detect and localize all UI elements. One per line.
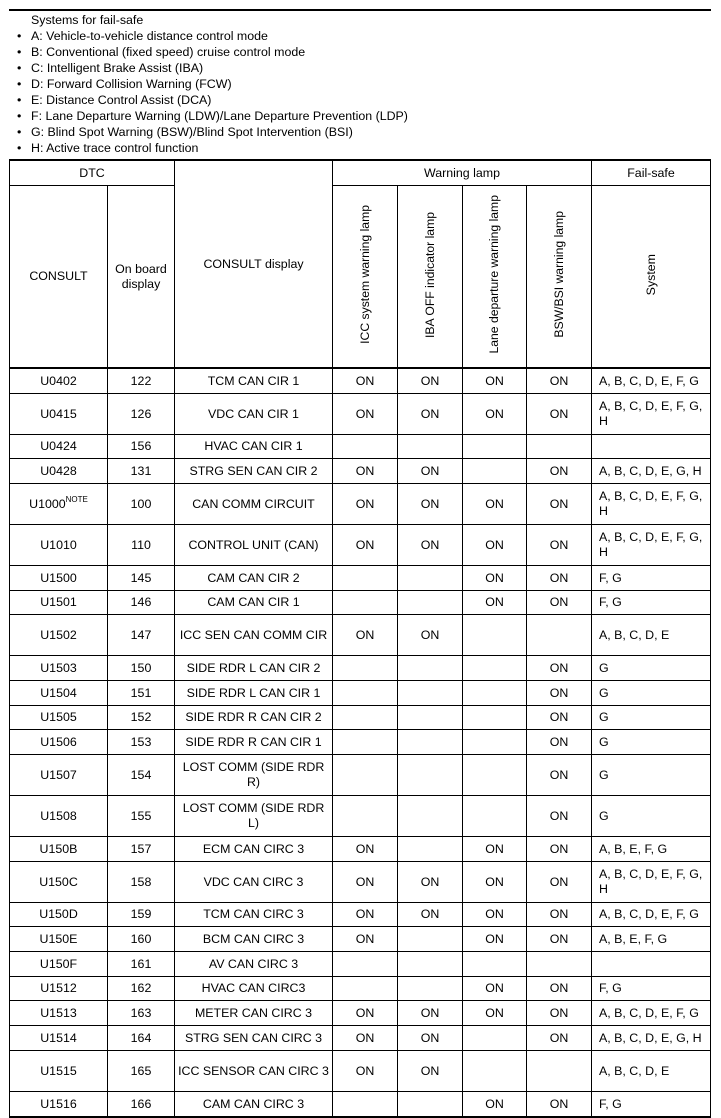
table-row	[10, 368, 711, 394]
bsw-lamp-cell: ON	[527, 977, 592, 1001]
lane-lamp-cell: ON	[463, 525, 527, 566]
fail-safe-system-cell: G	[592, 706, 711, 730]
dtc-code-cell: U1513	[10, 1001, 108, 1026]
fail-safe-system-cell: G	[592, 755, 711, 796]
table-row	[10, 435, 711, 459]
header-bsw-label: BSW/BSI warning lamp	[551, 211, 566, 338]
bsw-lamp-cell: ON	[527, 730, 592, 755]
table-row	[10, 927, 711, 952]
systems-heading: Systems for fail-safe	[31, 13, 144, 27]
iba-lamp-cell	[398, 566, 463, 591]
bsw-lamp-cell: ON	[527, 927, 592, 952]
table-row	[10, 1051, 711, 1092]
icc-lamp-cell	[333, 796, 398, 837]
systems-list	[17, 12, 408, 156]
dtc-code-cell: U1505	[10, 706, 108, 730]
header-row-1	[10, 160, 711, 186]
table-row	[10, 862, 711, 903]
system-item: • A: Vehicle-to-vehicle distance control mode	[17, 28, 408, 44]
table-row	[10, 591, 711, 615]
fail-safe-system-cell: A, B, C, D, E, F, G	[592, 368, 711, 394]
icc-lamp-cell	[333, 681, 398, 706]
icc-lamp-cell	[333, 656, 398, 681]
dtc-table	[9, 159, 711, 1118]
lane-lamp-cell	[463, 952, 527, 977]
onboard-cell: 151	[108, 681, 175, 706]
dtc-code-cell: U1500	[10, 566, 108, 591]
dtc-code-cell: U1504	[10, 681, 108, 706]
lane-lamp-cell: ON	[463, 1092, 527, 1118]
top-rule	[9, 9, 711, 11]
system-item: • E: Distance Control Assist (DCA)	[17, 92, 408, 108]
header-system	[592, 186, 711, 369]
iba-lamp-cell	[398, 681, 463, 706]
dtc-code-cell: U1010	[10, 525, 108, 566]
fail-safe-system-cell: A, B, C, D, E, F, G, H	[592, 862, 711, 903]
iba-lamp-cell: ON	[398, 903, 463, 927]
icc-lamp-cell: ON	[333, 927, 398, 952]
dtc-code-cell: U1514	[10, 1026, 108, 1051]
system-item: • B: Conventional (fixed speed) cruise control mode	[17, 44, 408, 60]
consult-display-cell: STRG SEN CAN CIR 2	[175, 459, 333, 484]
system-item: • F: Lane Departure Warning (LDW)/Lane Departure Prevention (LDP)	[17, 108, 408, 124]
onboard-cell: 147	[108, 615, 175, 656]
dtc-code-cell: U150E	[10, 927, 108, 952]
onboard-cell: 145	[108, 566, 175, 591]
table-row	[10, 706, 711, 730]
icc-lamp-cell	[333, 755, 398, 796]
table-row	[10, 796, 711, 837]
iba-lamp-cell	[398, 952, 463, 977]
onboard-cell: 110	[108, 525, 175, 566]
dtc-code-cell: U1515	[10, 1051, 108, 1092]
lane-lamp-cell: ON	[463, 1001, 527, 1026]
iba-lamp-cell	[398, 837, 463, 862]
lane-lamp-cell	[463, 1051, 527, 1092]
icc-lamp-cell: ON	[333, 525, 398, 566]
onboard-cell: 153	[108, 730, 175, 755]
dtc-code-cell: U0402	[10, 368, 108, 394]
fail-safe-system-cell: A, B, C, D, E, F, G, H	[592, 394, 711, 435]
onboard-cell: 161	[108, 952, 175, 977]
lane-lamp-cell: ON	[463, 927, 527, 952]
icc-lamp-cell: ON	[333, 368, 398, 394]
consult-display-cell: AV CAN CIRC 3	[175, 952, 333, 977]
dtc-code-cell: U1502	[10, 615, 108, 656]
lane-lamp-cell	[463, 681, 527, 706]
iba-lamp-cell	[398, 730, 463, 755]
fail-safe-system-cell: A, B, C, D, E, G, H	[592, 1026, 711, 1051]
table-row	[10, 681, 711, 706]
icc-lamp-cell: ON	[333, 903, 398, 927]
lane-lamp-cell	[463, 656, 527, 681]
header-icc	[333, 186, 398, 369]
table-row	[10, 394, 711, 435]
iba-lamp-cell	[398, 796, 463, 837]
onboard-cell: 122	[108, 368, 175, 394]
bsw-lamp-cell	[527, 1051, 592, 1092]
dtc-code-cell: U0424	[10, 435, 108, 459]
bsw-lamp-cell: ON	[527, 1001, 592, 1026]
fail-safe-system-cell: G	[592, 681, 711, 706]
lane-lamp-cell	[463, 730, 527, 755]
header-lane-label: Lane departure warning lamp	[487, 195, 501, 354]
icc-lamp-cell	[333, 566, 398, 591]
icc-lamp-cell: ON	[333, 1001, 398, 1026]
table-row	[10, 1092, 711, 1118]
iba-lamp-cell: ON	[398, 1051, 463, 1092]
bsw-lamp-cell: ON	[527, 755, 592, 796]
onboard-cell: 155	[108, 796, 175, 837]
fail-safe-system-cell: A, B, C, D, E, F, G	[592, 903, 711, 927]
table-row	[10, 977, 711, 1001]
iba-lamp-cell	[398, 927, 463, 952]
system-item: • G: Blind Spot Warning (BSW)/Blind Spot Intervention (BSI)	[17, 124, 408, 140]
fail-safe-system-cell: A, B, E, F, G	[592, 927, 711, 952]
lane-lamp-cell: ON	[463, 862, 527, 903]
header-bsw	[527, 186, 592, 369]
fail-safe-system-cell: A, B, C, D, E	[592, 1051, 711, 1092]
bsw-lamp-cell: ON	[527, 368, 592, 394]
dtc-code-cell: U150F	[10, 952, 108, 977]
iba-lamp-cell: ON	[398, 368, 463, 394]
bsw-lamp-cell: ON	[527, 706, 592, 730]
iba-lamp-cell: ON	[398, 484, 463, 525]
icc-lamp-cell: ON	[333, 484, 398, 525]
lane-lamp-cell	[463, 706, 527, 730]
fail-safe-system-cell: A, B, C, D, E	[592, 615, 711, 656]
dtc-code-cell: U1512	[10, 977, 108, 1001]
consult-display-cell: LOST COMM (SIDE RDR R)	[175, 755, 333, 796]
bsw-lamp-cell: ON	[527, 394, 592, 435]
icc-lamp-cell	[333, 977, 398, 1001]
consult-display-cell: BCM CAN CIRC 3	[175, 927, 333, 952]
consult-display-cell: CAM CAN CIRC 3	[175, 1092, 333, 1118]
consult-display-cell: CAM CAN CIR 2	[175, 566, 333, 591]
fail-safe-system-cell: A, B, C, D, E, F, G	[592, 1001, 711, 1026]
lane-lamp-cell: ON	[463, 977, 527, 1001]
fail-safe-system-cell: G	[592, 656, 711, 681]
onboard-cell: 100	[108, 484, 175, 525]
iba-lamp-cell: ON	[398, 394, 463, 435]
iba-lamp-cell	[398, 977, 463, 1001]
onboard-cell: 131	[108, 459, 175, 484]
onboard-cell: 159	[108, 903, 175, 927]
consult-display-cell: CAN COMM CIRCUIT	[175, 484, 333, 525]
onboard-cell: 160	[108, 927, 175, 952]
table-row	[10, 1001, 711, 1026]
iba-lamp-cell	[398, 656, 463, 681]
bsw-lamp-cell: ON	[527, 484, 592, 525]
fail-safe-system-cell: A, B, C, D, E, F, G, H	[592, 525, 711, 566]
iba-lamp-cell	[398, 591, 463, 615]
bsw-lamp-cell	[527, 435, 592, 459]
icc-lamp-cell	[333, 1092, 398, 1118]
lane-lamp-cell: ON	[463, 903, 527, 927]
table-row	[10, 1026, 711, 1051]
bsw-lamp-cell: ON	[527, 862, 592, 903]
table-row	[10, 484, 711, 525]
fail-safe-system-cell: F, G	[592, 1092, 711, 1118]
fail-safe-system-cell: G	[592, 730, 711, 755]
header-onboard	[108, 186, 175, 369]
consult-display-cell: CAM CAN CIR 1	[175, 591, 333, 615]
icc-lamp-cell	[333, 730, 398, 755]
consult-display-cell: ICC SENSOR CAN CIRC 3	[175, 1051, 333, 1092]
bsw-lamp-cell	[527, 952, 592, 977]
onboard-cell: 165	[108, 1051, 175, 1092]
iba-lamp-cell	[398, 706, 463, 730]
dtc-code-cell: U1507	[10, 755, 108, 796]
onboard-cell: 157	[108, 837, 175, 862]
dtc-code-cell: U0415	[10, 394, 108, 435]
lane-lamp-cell	[463, 796, 527, 837]
table-row	[10, 952, 711, 977]
fail-safe-system-cell: F, G	[592, 977, 711, 1001]
dtc-code-cell: U1508	[10, 796, 108, 837]
consult-display-cell: TCM CAN CIRC 3	[175, 903, 333, 927]
bsw-lamp-cell: ON	[527, 681, 592, 706]
onboard-cell: 163	[108, 1001, 175, 1026]
iba-lamp-cell: ON	[398, 525, 463, 566]
onboard-cell: 152	[108, 706, 175, 730]
consult-display-cell: LOST COMM (SIDE RDR L)	[175, 796, 333, 837]
system-item: • D: Forward Collision Warning (FCW)	[17, 76, 408, 92]
bsw-lamp-cell: ON	[527, 1026, 592, 1051]
dtc-code-cell: U150C	[10, 862, 108, 903]
onboard-cell: 158	[108, 862, 175, 903]
bsw-lamp-cell: ON	[527, 525, 592, 566]
bsw-lamp-cell: ON	[527, 1092, 592, 1118]
consult-display-cell: ECM CAN CIRC 3	[175, 837, 333, 862]
iba-lamp-cell	[398, 1092, 463, 1118]
fail-safe-system-cell	[592, 952, 711, 977]
header-system-label: System	[643, 253, 658, 296]
lane-lamp-cell: ON	[463, 591, 527, 615]
lane-lamp-cell: ON	[463, 368, 527, 394]
onboard-cell: 156	[108, 435, 175, 459]
consult-display-cell: HVAC CAN CIRC3	[175, 977, 333, 1001]
lane-lamp-cell: ON	[463, 837, 527, 862]
dtc-code-cell: U1503	[10, 656, 108, 681]
bsw-lamp-cell: ON	[527, 566, 592, 591]
table-row	[10, 566, 711, 591]
header-warning-lamp: Warning lamp	[333, 160, 592, 186]
header-iba-label: IBA OFF indicator lamp	[422, 211, 437, 338]
iba-lamp-cell: ON	[398, 459, 463, 484]
bsw-lamp-cell: ON	[527, 656, 592, 681]
onboard-cell: 154	[108, 755, 175, 796]
icc-lamp-cell: ON	[333, 459, 398, 484]
iba-lamp-cell	[398, 755, 463, 796]
bsw-lamp-cell: ON	[527, 837, 592, 862]
icc-lamp-cell: ON	[333, 1026, 398, 1051]
iba-lamp-cell: ON	[398, 862, 463, 903]
onboard-cell: 150	[108, 656, 175, 681]
lane-lamp-cell	[463, 755, 527, 796]
icc-lamp-cell	[333, 435, 398, 459]
dtc-code-cell: U150B	[10, 837, 108, 862]
dtc-code-cell: U1516	[10, 1092, 108, 1118]
lane-lamp-cell: ON	[463, 484, 527, 525]
header-consult: CONSULT	[10, 186, 108, 369]
table-row	[10, 730, 711, 755]
lane-lamp-cell	[463, 1026, 527, 1051]
header-row-2	[10, 186, 711, 369]
table-row	[10, 525, 711, 566]
consult-display-cell: SIDE RDR L CAN CIR 1	[175, 681, 333, 706]
dtc-code-cell: $U1000^{NOTE}$	[10, 484, 108, 525]
header-fail-safe: Fail-safe	[592, 160, 711, 186]
icc-lamp-cell: ON	[333, 394, 398, 435]
lane-lamp-cell	[463, 615, 527, 656]
fail-safe-system-cell: G	[592, 796, 711, 837]
fail-safe-system-cell: F, G	[592, 591, 711, 615]
consult-display-cell: SIDE RDR L CAN CIR 2	[175, 656, 333, 681]
dtc-code-cell: U1506	[10, 730, 108, 755]
lane-lamp-cell	[463, 435, 527, 459]
lane-lamp-cell	[463, 459, 527, 484]
consult-display-cell: SIDE RDR R CAN CIR 2	[175, 706, 333, 730]
header-icc-label: ICC system warning lamp	[357, 205, 372, 344]
table-row	[10, 837, 711, 862]
bsw-lamp-cell: ON	[527, 796, 592, 837]
header-iba	[398, 186, 463, 369]
onboard-cell: 166	[108, 1092, 175, 1118]
iba-lamp-cell: ON	[398, 1001, 463, 1026]
dtc-code-cell: U0428	[10, 459, 108, 484]
bsw-lamp-cell	[527, 615, 592, 656]
consult-display-cell: STRG SEN CAN CIRC 3	[175, 1026, 333, 1051]
icc-lamp-cell: ON	[333, 615, 398, 656]
consult-display-cell: VDC CAN CIRC 3	[175, 862, 333, 903]
dtc-code-cell: U150D	[10, 903, 108, 927]
onboard-cell: 162	[108, 977, 175, 1001]
header-lane	[463, 186, 527, 369]
table-row	[10, 903, 711, 927]
onboard-cell: 146	[108, 591, 175, 615]
fail-safe-system-cell: F, G	[592, 566, 711, 591]
bsw-lamp-cell: ON	[527, 591, 592, 615]
table-row	[10, 656, 711, 681]
bsw-lamp-cell: ON	[527, 459, 592, 484]
icc-lamp-cell	[333, 591, 398, 615]
system-item: • C: Intelligent Brake Assist (IBA)	[17, 60, 408, 76]
table-row	[10, 615, 711, 656]
lane-lamp-cell: ON	[463, 566, 527, 591]
header-dtc: DTC	[10, 160, 175, 186]
table-row	[10, 459, 711, 484]
icc-lamp-cell	[333, 952, 398, 977]
iba-lamp-cell: ON	[398, 1026, 463, 1051]
consult-display-cell: SIDE RDR R CAN CIR 1	[175, 730, 333, 755]
onboard-cell: 126	[108, 394, 175, 435]
consult-display-cell: HVAC CAN CIR 1	[175, 435, 333, 459]
consult-display-cell: ICC SEN CAN COMM CIR	[175, 615, 333, 656]
consult-display-cell: CONTROL UNIT (CAN)	[175, 525, 333, 566]
note-superscript: NOTE	[65, 494, 88, 504]
system-item: • H: Active trace control function	[17, 140, 408, 156]
iba-lamp-cell	[398, 435, 463, 459]
table-row	[10, 755, 711, 796]
iba-lamp-cell: ON	[398, 615, 463, 656]
bsw-lamp-cell: ON	[527, 903, 592, 927]
fail-safe-system-cell: A, B, E, F, G	[592, 837, 711, 862]
header-consult-display: CONSULT display	[175, 160, 333, 368]
dtc-code-cell: U1501	[10, 591, 108, 615]
icc-lamp-cell	[333, 706, 398, 730]
icc-lamp-cell: ON	[333, 862, 398, 903]
consult-display-cell: METER CAN CIRC 3	[175, 1001, 333, 1026]
fail-safe-system-cell: A, B, C, D, E, G, H	[592, 459, 711, 484]
header-onboard-label: On board display	[115, 261, 167, 291]
fail-safe-system-cell	[592, 435, 711, 459]
lane-lamp-cell: ON	[463, 394, 527, 435]
icc-lamp-cell: ON	[333, 1051, 398, 1092]
consult-display-cell: TCM CAN CIR 1	[175, 368, 333, 394]
icc-lamp-cell: ON	[333, 837, 398, 862]
onboard-cell: 164	[108, 1026, 175, 1051]
consult-display-cell: VDC CAN CIR 1	[175, 394, 333, 435]
fail-safe-system-cell: A, B, C, D, E, F, G, H	[592, 484, 711, 525]
